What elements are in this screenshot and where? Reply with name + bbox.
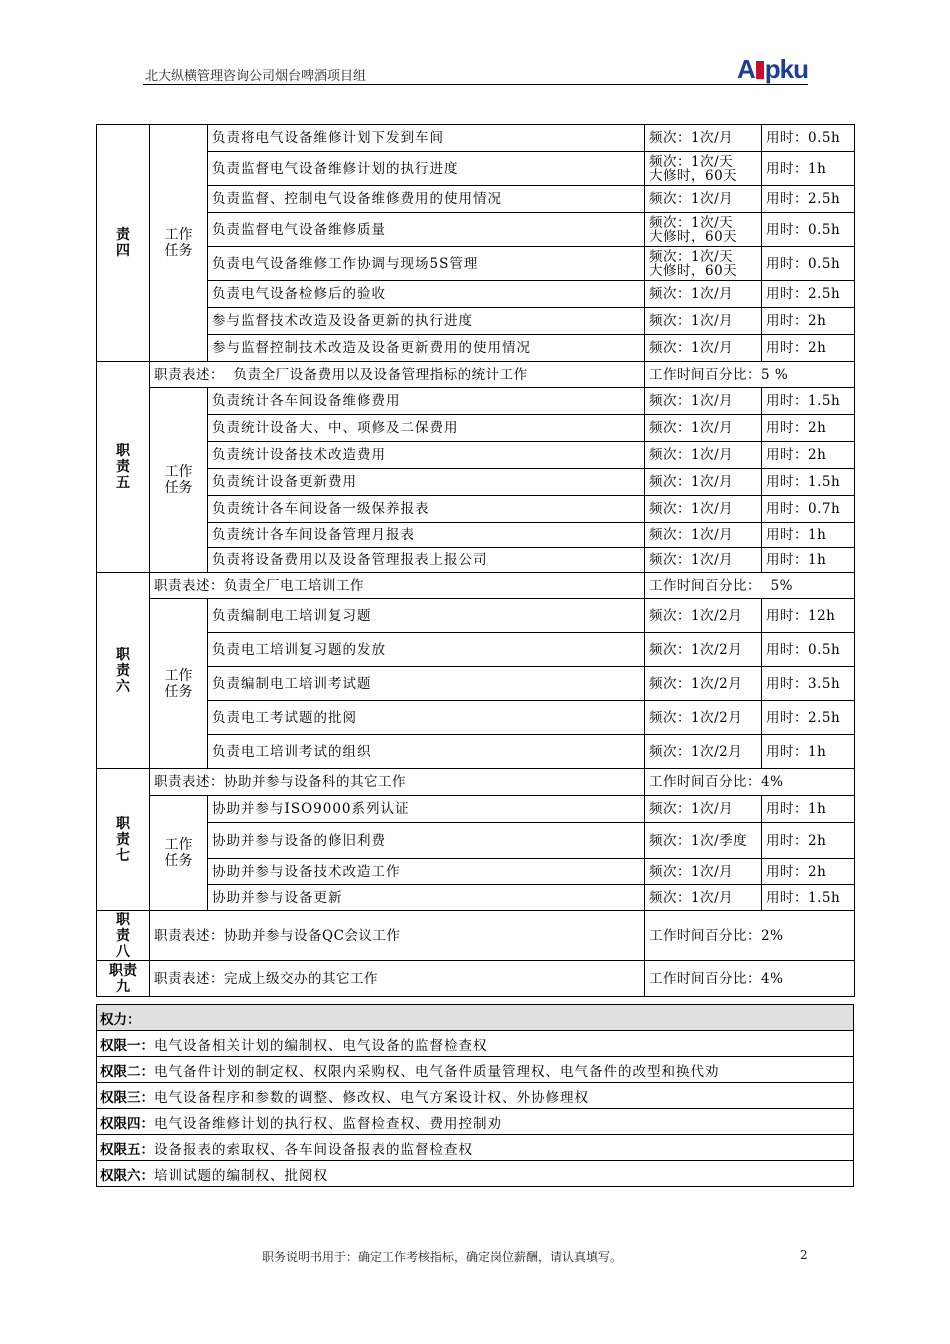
table-row	[97, 911, 855, 961]
table-row	[97, 281, 855, 308]
task-text: 负责将电气设备维修计划下发到车间	[208, 125, 645, 152]
table-row	[97, 548, 855, 573]
authority-key: 权限一：	[100, 1037, 154, 1054]
task-time: 用时：0.5h	[762, 247, 855, 281]
task-time: 用时：2.5h	[762, 701, 855, 735]
task-time: 用时：2h	[762, 442, 855, 469]
task-frequency: 频次：1次/2月	[645, 701, 762, 735]
table-row	[97, 599, 855, 633]
table-row	[97, 1161, 854, 1187]
task-text: 负责统计各车间设备维修费用	[208, 388, 645, 415]
task-text: 负责统计设备大、中、项修及二保费用	[208, 415, 645, 442]
task-time: 用时：0.7h	[762, 496, 855, 523]
duty-description: 职责表述：协助并参与设备QC会议工作	[150, 911, 645, 961]
task-text: 负责电气设备检修后的验收	[208, 281, 645, 308]
authority-value: 电气设备程序和参数的调整、修改权、电气方案设计权、外协修理权	[154, 1089, 589, 1106]
table-row	[97, 701, 855, 735]
task-frequency: 频次：1次/天 大修时，60天	[645, 247, 762, 281]
table-row	[97, 362, 855, 388]
task-frequency: 频次：1次/月	[645, 496, 762, 523]
task-frequency: 频次：1次/天 大修时，60天	[645, 152, 762, 186]
authority-table	[96, 1004, 854, 1187]
table-row	[97, 496, 855, 523]
task-text: 协助并参与设备的修旧利费	[208, 823, 645, 859]
task-frequency: 频次：1次/月	[645, 125, 762, 152]
task-text: 负责监督、控制电气设备维修费用的使用情况	[208, 186, 645, 213]
table-row	[97, 667, 855, 701]
table-row	[97, 1057, 854, 1083]
task-label: 工作 任务	[150, 388, 208, 573]
task-time: 用时：0.5h	[762, 633, 855, 667]
task-frequency: 频次：1次/月	[645, 859, 762, 885]
task-time: 用时：1.5h	[762, 388, 855, 415]
task-frequency: 频次：1次/月	[645, 885, 762, 911]
footer-note: 职务说明书用于：确定工作考核指标，确定岗位薪酬，请认真填写。	[262, 1250, 623, 1264]
table-row	[97, 523, 855, 548]
task-frequency: 频次：1次/2月	[645, 599, 762, 633]
table-row	[97, 125, 855, 152]
task-label: 工作 任务	[150, 796, 208, 911]
task-frequency: 频次：1次/月	[645, 186, 762, 213]
duty-description: 职责表述：负责全厂电工培训工作	[150, 573, 645, 599]
task-label: 工作 任务	[150, 125, 208, 362]
table-row	[97, 1083, 854, 1109]
task-frequency: 频次：1次/月	[645, 415, 762, 442]
table-row	[97, 1135, 854, 1161]
task-time: 用时：1h	[762, 735, 855, 769]
duty-percent: 工作时间百分比：4%	[645, 961, 855, 997]
table-row	[97, 152, 855, 186]
task-time: 用时：2h	[762, 859, 855, 885]
task-text: 协助并参与设备更新	[208, 885, 645, 911]
table-row	[97, 186, 855, 213]
task-text: 参与监督技术改造及设备更新的执行进度	[208, 308, 645, 335]
table-row	[97, 735, 855, 769]
table-row	[97, 961, 855, 997]
task-time: 用时：1.5h	[762, 469, 855, 496]
task-time: 用时：2h	[762, 335, 855, 362]
task-text: 负责电气设备维修工作协调与现场5S管理	[208, 247, 645, 281]
task-time: 用时：2h	[762, 415, 855, 442]
duty-description: 职责表述： 负责全厂设备费用以及设备管理指标的统计工作	[150, 362, 645, 388]
duty-label: 职 责 五	[97, 362, 150, 573]
task-text: 负责将设备费用以及设备管理报表上报公司	[208, 548, 645, 573]
task-time: 用时：1.5h	[762, 885, 855, 911]
duty-label: 职 责 七	[97, 769, 150, 911]
authority-value: 培训试题的编制权、批阅权	[154, 1167, 328, 1184]
task-frequency: 频次：1次/2月	[645, 633, 762, 667]
duty-label: 职责 九	[97, 961, 150, 997]
task-time: 用时：0.5h	[762, 213, 855, 247]
authority-value: 电气备件计划的制定权、权限内采购权、电气备件质量管理权、电气备件的改型和换代劝	[154, 1063, 720, 1080]
task-text: 协助并参与ISO9000系列认证	[208, 796, 645, 823]
task-frequency: 频次：1次/2月	[645, 667, 762, 701]
authority-value: 电气设备维修计划的执行权、监督检查权、费用控制劝	[154, 1115, 502, 1132]
task-text: 负责编制电工培训考试题	[208, 667, 645, 701]
task-text: 负责电工培训复习题的发放	[208, 633, 645, 667]
task-frequency: 频次：1次/季度	[645, 823, 762, 859]
duties-table	[96, 124, 855, 997]
table-row	[97, 442, 855, 469]
duty-description: 职责表述：完成上级交办的其它工作	[150, 961, 645, 997]
authority-key: 权限二：	[100, 1063, 154, 1080]
authority-key: 权限五：	[100, 1141, 154, 1158]
task-text: 负责编制电工培训复习题	[208, 599, 645, 633]
table-row	[97, 469, 855, 496]
table-row	[97, 388, 855, 415]
table-row	[97, 415, 855, 442]
authority-key: 权限六：	[100, 1167, 154, 1184]
task-frequency: 频次：1次/月	[645, 335, 762, 362]
table-row	[97, 573, 855, 599]
task-frequency: 频次：1次/2月	[645, 735, 762, 769]
task-text: 负责监督电气设备维修计划的执行进度	[208, 152, 645, 186]
header-title: 北大纵横管理咨询公司烟台啤酒项目组	[145, 69, 367, 84]
table-row	[97, 796, 855, 823]
table-row	[97, 247, 855, 281]
task-time: 用时：3.5h	[762, 667, 855, 701]
authority-key: 权限四：	[100, 1115, 154, 1132]
task-frequency: 频次：1次/月	[645, 442, 762, 469]
task-time: 用时：1h	[762, 152, 855, 186]
task-time: 用时：0.5h	[762, 125, 855, 152]
duty-percent: 工作时间百分比：4%	[645, 769, 855, 796]
table-row	[97, 308, 855, 335]
task-frequency: 频次：1次/月	[645, 523, 762, 548]
authority-value: 电气设备相关计划的编制权、电气设备的监督检查权	[154, 1037, 488, 1054]
task-frequency: 频次：1次/月	[645, 548, 762, 573]
table-row	[97, 885, 855, 911]
duty-percent: 工作时间百分比：5 %	[645, 362, 855, 388]
table-row	[97, 769, 855, 796]
task-time: 用时：1h	[762, 548, 855, 573]
duty-label: 责 四	[97, 125, 150, 362]
task-text: 负责电工培训考试的组织	[208, 735, 645, 769]
task-time: 用时：12h	[762, 599, 855, 633]
table-row	[97, 1005, 854, 1031]
duty-percent: 工作时间百分比： 5%	[645, 573, 855, 599]
task-time: 用时：1h	[762, 796, 855, 823]
task-frequency: 频次：1次/月	[645, 796, 762, 823]
table-row	[97, 335, 855, 362]
task-time: 用时：2.5h	[762, 186, 855, 213]
task-text: 负责监督电气设备维修质量	[208, 213, 645, 247]
table-row	[97, 823, 855, 859]
task-frequency: 频次：1次/月	[645, 388, 762, 415]
table-row	[97, 1109, 854, 1135]
authority-value: 设备报表的索取权、各车间设备报表的监督检查权	[154, 1141, 473, 1158]
authority-title: 权力：	[97, 1005, 854, 1031]
table-row	[97, 633, 855, 667]
task-text: 负责统计各车间设备一级保养报表	[208, 496, 645, 523]
table-row	[97, 1031, 854, 1057]
task-label: 工作 任务	[150, 599, 208, 769]
task-text: 负责统计设备更新费用	[208, 469, 645, 496]
duty-percent: 工作时间百分比：2%	[645, 911, 855, 961]
task-time: 用时：2.5h	[762, 281, 855, 308]
task-text: 负责统计设备技术改造费用	[208, 442, 645, 469]
page-header	[143, 54, 808, 85]
task-time: 用时：2h	[762, 823, 855, 859]
task-frequency: 频次：1次/月	[645, 469, 762, 496]
duty-label: 职 责 八	[97, 911, 150, 961]
task-text: 参与监督控制技术改造及设备更新费用的使用情况	[208, 335, 645, 362]
table-row	[97, 859, 855, 885]
company-logo: A pku	[736, 54, 808, 84]
task-text: 负责电工考试题的批阅	[208, 701, 645, 735]
task-text: 负责统计各车间设备管理月报表	[208, 523, 645, 548]
duty-label: 职 责 六	[97, 573, 150, 769]
task-frequency: 频次：1次/天 大修时，60天	[645, 213, 762, 247]
task-time: 用时：2h	[762, 308, 855, 335]
table-row	[97, 213, 855, 247]
task-text: 协助并参与设备技术改造工作	[208, 859, 645, 885]
authority-key: 权限三：	[100, 1089, 154, 1106]
page-number: 2	[800, 1248, 808, 1262]
task-time: 用时：1h	[762, 523, 855, 548]
task-frequency: 频次：1次/月	[645, 281, 762, 308]
duty-description: 职责表述：协助并参与设备科的其它工作	[150, 769, 645, 796]
task-frequency: 频次：1次/月	[645, 308, 762, 335]
